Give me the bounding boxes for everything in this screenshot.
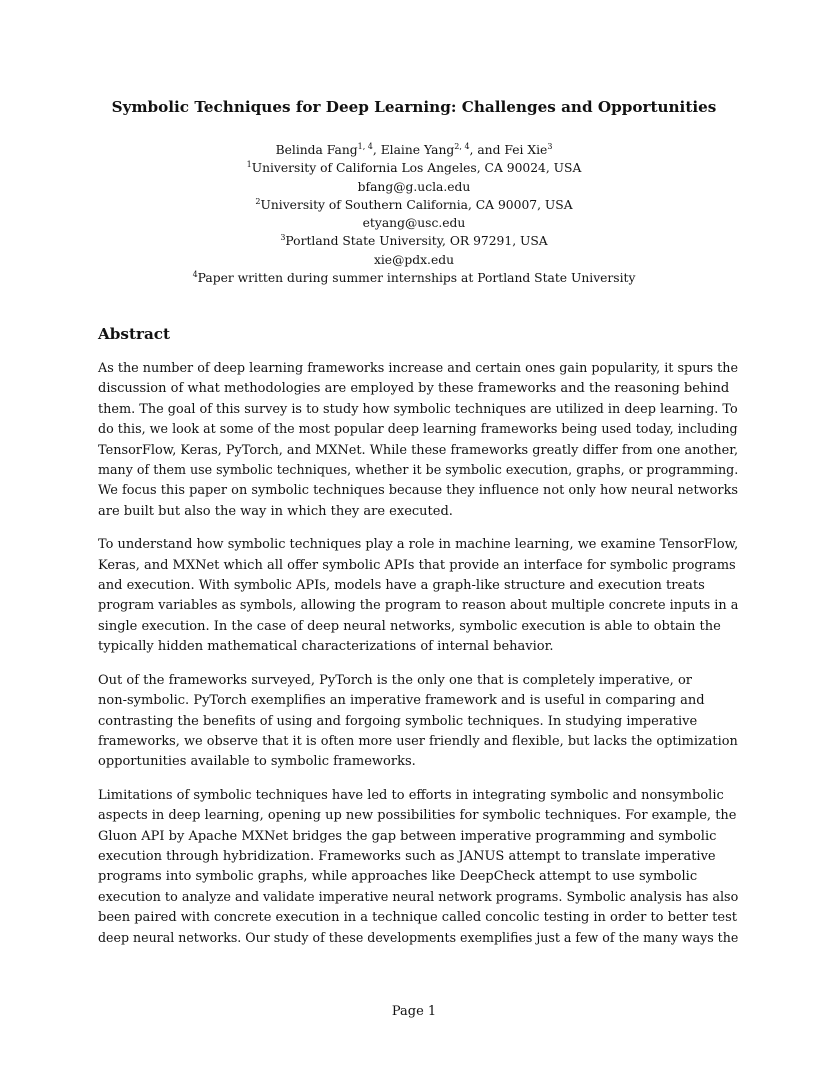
affiliation-line: [0, 232, 828, 250]
affiliation-line: [0, 269, 828, 287]
abstract-paragraph: [98, 359, 738, 522]
text-line: We focus this paper on symbolic techniques because they influence not only how neural networks: [98, 483, 739, 499]
text-line: To understand how symbolic techniques play a role in machine learning, we examine TensorFlow,: [98, 537, 739, 553]
text-line: contrasting the benefits of using and forgoing symbolic techniques. In studying imperative: [98, 713, 698, 729]
author-3-affiliation-marker: 3: [547, 142, 553, 151]
abstract-paragraph: [98, 786, 738, 949]
affiliation-marker: 1: [246, 160, 252, 170]
affiliation-line: [0, 159, 828, 177]
text-line: program variables as symbols, allowing the program to reason about multiple concrete inputs in a: [98, 598, 739, 614]
affiliation-text: University of Southern California, CA 90007, USA: [260, 197, 573, 212]
text-line: opportunities available to symbolic frameworks.: [98, 754, 416, 770]
text-line: been paired with concrete execution in a technique called concolic testing in order to better test: [98, 910, 737, 926]
text-line: Keras, and MXNet which all offer symbolic APIs that provide an interface for symbolic programs: [98, 557, 736, 573]
affiliation-marker: 2: [255, 196, 261, 206]
author-2: , Elaine Yang: [372, 143, 455, 157]
affiliation-text: Portland State University, OR 97291, USA: [285, 234, 548, 249]
text-line: Limitations of symbolic techniques have led to efforts in integrating symbolic and nonsymbolic: [98, 787, 724, 803]
text-line: typically hidden mathematical characterizations of internal behavior.: [98, 639, 554, 655]
text-line: aspects in deep learning, opening up new possibilities for symbolic techniques. For example, the: [98, 808, 737, 824]
text-line: them. The goal of this survey is to study how symbolic techniques are utilized in deep learning. To: [98, 401, 738, 417]
author-1: Belinda Fang: [275, 143, 358, 157]
email-line: [0, 214, 828, 232]
text-line: execution through hybridization. Frameworks such as JANUS attempt to translate imperative: [98, 848, 716, 864]
text-line: many of them use symbolic techniques, whether it be symbolic execution, graphs, or programming.: [98, 463, 739, 479]
email-line: [0, 178, 828, 196]
abstract-heading: Abstract: [98, 325, 171, 343]
text-line: deep neural networks. Our study of these developments exemplifies just a few of the many ways the: [98, 930, 739, 946]
author-3: , and Fei Xie: [469, 143, 548, 157]
author-names: [0, 141, 828, 159]
text-line: Gluon API by Apache MXNet bridges the gap between imperative programming and symbolic: [98, 828, 717, 844]
paper-title: Symbolic Techniques for Deep Learning: Challenges and Opportunities: [111, 98, 717, 116]
text-line: Out of the frameworks surveyed, PyTorch is the only one that is completely imperative, or: [98, 672, 692, 688]
abstract-paragraph: [98, 671, 738, 773]
affiliation-text: Paper written during summer internships at Portland State University: [197, 271, 636, 286]
author-email: bfang@g.ucla.edu: [357, 179, 471, 194]
affiliation-text: University of California Los Angeles, CA 90024, USA: [251, 161, 582, 176]
abstract-paragraph: [98, 535, 738, 657]
author-email: xie@pdx.edu: [373, 252, 455, 267]
abstract-body: [98, 359, 738, 962]
text-line: are built but also the way in which they are executed.: [98, 503, 453, 519]
affiliation-marker: 3: [280, 233, 286, 243]
author-email: etyang@usc.edu: [362, 216, 466, 231]
affiliation-line: [0, 196, 828, 214]
affiliation-marker: 4: [192, 270, 198, 280]
page-number: Page 1: [391, 1004, 437, 1019]
text-line: discussion of what methodologies are employed by these frameworks and the reasoning behind: [98, 381, 730, 397]
text-line: and execution. With symbolic APIs, models have a graph-like structure and execution treats: [98, 578, 705, 594]
email-line: [0, 251, 828, 269]
author-2-affiliation-marker: 2, 4: [454, 142, 470, 151]
text-line: frameworks, we observe that it is often more user friendly and flexible, but lacks the optimization: [98, 733, 738, 749]
text-line: TensorFlow, Keras, PyTorch, and MXNet. While these frameworks greatly differ from one another,: [98, 442, 739, 458]
text-line: single execution. In the case of deep neural networks, symbolic execution is able to obtain the: [98, 618, 721, 634]
text-line: do this, we look at some of the most popular deep learning frameworks being used today, including: [98, 422, 738, 438]
text-line: execution to analyze and validate imperative neural network programs. Symbolic analysis has also: [98, 889, 739, 905]
author-block: [0, 141, 828, 287]
text-line: non-symbolic. PyTorch exemplifies an imperative framework and is useful in comparing and: [98, 693, 705, 709]
text-line: As the number of deep learning frameworks increase and certain ones gain popularity, it spurs the: [98, 361, 739, 376]
text-line: programs into symbolic graphs, while approaches like DeepCheck attempt to use symbolic: [98, 869, 698, 885]
author-1-affiliation-marker: 1, 4: [357, 142, 373, 151]
